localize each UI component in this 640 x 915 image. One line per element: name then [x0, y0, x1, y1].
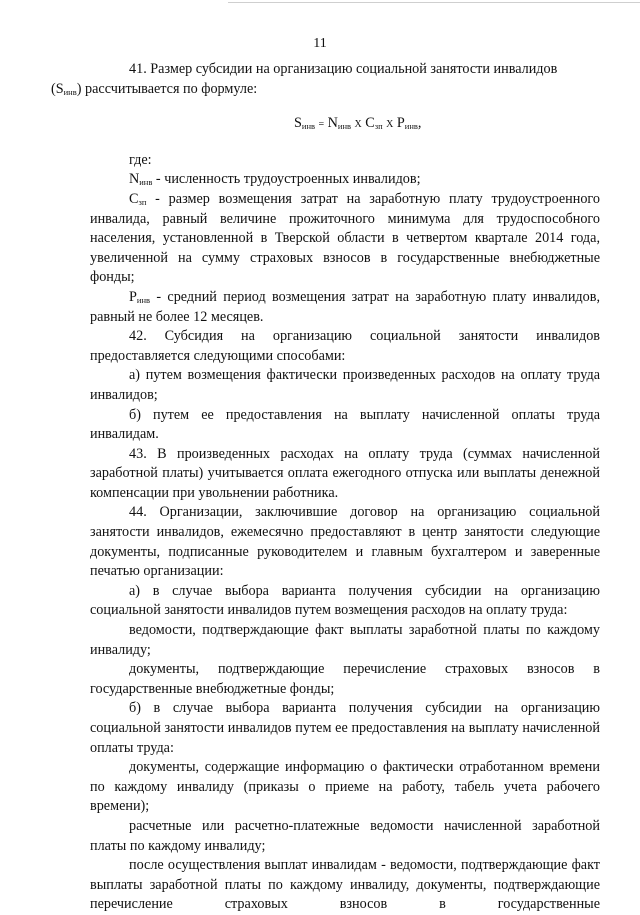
paragraph-41-rest: ) рассчитывается по формуле:: [76, 80, 258, 97]
definition-p-symbol: P: [129, 288, 137, 305]
definition-c: [90, 190, 600, 288]
paragraph-42-b: б) путем ее предоставления на выплату начисленной оплаты труда инвалидам.: [90, 406, 600, 443]
paragraph-41-open: (S: [51, 80, 64, 97]
formula-n: N: [327, 115, 338, 132]
formula-c-sub: зп: [374, 121, 383, 132]
paragraph-44-a-item-1: ведомости, подтверждающие факт выплаты заработной платы по каждому инвалиду;: [90, 622, 600, 658]
definition-c-sub: зп: [138, 196, 147, 207]
paragraph-44: 44. Организации, заключившие договор на организацию социальной занятости инвалидов, ежемесячно предоставляют в центр занятости следующие документы, подписанные руководителем и главным бухгалтером и заверенные печатью организации:: [90, 504, 600, 580]
formula-s-sub: инв: [301, 121, 316, 132]
definition-p: [90, 288, 600, 327]
paragraph-42-a: а) путем возмещения фактически произведенных расходов на оплату труда инвалидов;: [90, 367, 600, 403]
formula-s: S: [294, 115, 302, 132]
definition-p-sub: инв: [136, 294, 151, 305]
definition-n: [90, 170, 600, 190]
formula-p: P: [396, 115, 405, 132]
paragraph-41-text: 41. Размер субсидии на организацию социальной занятости инвалидов: [129, 61, 558, 77]
scan-edge-line: [228, 2, 640, 3]
paragraph-44-a-item-2: документы, подтверждающие перечисление страховых взносов в государственные внебюджетные фонды;: [90, 661, 600, 697]
definition-n-symbol: N: [129, 171, 140, 188]
paragraph-41: [51, 60, 600, 99]
paragraph-44-b-item-2: расчетные или расчетно-платежные ведомости начисленной заработной платы по каждому инвалиду;: [90, 817, 600, 854]
paragraph-41-continuation: [51, 81, 257, 97]
formula-equals: =: [316, 119, 327, 131]
paragraph-43: 43. В произведенных расходах на оплату труда (суммах начисленной заработной платы) учитывается оплата ежегодного отпуска или выплаты денежной компенсации при увольнении работника.: [90, 445, 600, 501]
definition-n-sub: инв: [139, 177, 153, 188]
page-number: 11: [313, 36, 327, 51]
document-body: [51, 60, 600, 915]
definition-c-symbol: C: [129, 190, 139, 207]
definition-n-text: - численность трудоустроенных инвалидов;: [152, 171, 421, 188]
paragraph-44-b: б) в случае выбора варианта получения субсидии на организацию социальной занятости инвалидов путем ее предоставления на выплату начисленной оплаты труда:: [90, 700, 600, 756]
formula-n-sub: инв: [337, 121, 352, 132]
formula-multiply-1: X: [352, 119, 365, 131]
formula-comma: ,: [417, 115, 422, 132]
paragraph-44-b-item-1: документы, содержащие информацию о фактически отработанном времени по каждому инвалиду (приказы о приеме на работу, табель учета рабочего времени);: [90, 759, 600, 815]
definition-c-text: - размер возмещения затрат на заработную плату трудоустроенного инвалида, равный величине прожиточного минимума для трудоспособного населения, установленной в Тверской области в четвертом квартале 2014 года, увеличенной на сумму страховых взносов в государственные внебюджетные фонды;: [90, 190, 600, 286]
formula-c: C: [365, 115, 375, 132]
where-label: где:: [129, 151, 152, 168]
paragraph-41-subscript: инв: [63, 86, 77, 97]
formula-multiply-2: X: [383, 119, 396, 131]
formula-p-sub: инв: [404, 121, 418, 132]
formula: [90, 114, 600, 135]
paragraph-44-b-item-3: после осуществления выплат инвалидам - ведомости, подтверждающие факт выплаты заработной платы по каждому инвалиду, документы, подтверждающие перечисление страховых взносов в государственные: [90, 857, 600, 913]
paragraph-42: 42. Субсидия на организацию социальной занятости инвалидов предоставляется следующими способами:: [90, 328, 600, 364]
paragraph-44-a: а) в случае выбора варианта получения субсидии на организацию социальной занятости инвалидов путем возмещения расходов на оплату труда:: [90, 582, 600, 619]
definition-p-text: - средний период возмещения затрат на заработную плату инвалидов, равный не более 12 месяцев.: [90, 288, 600, 325]
